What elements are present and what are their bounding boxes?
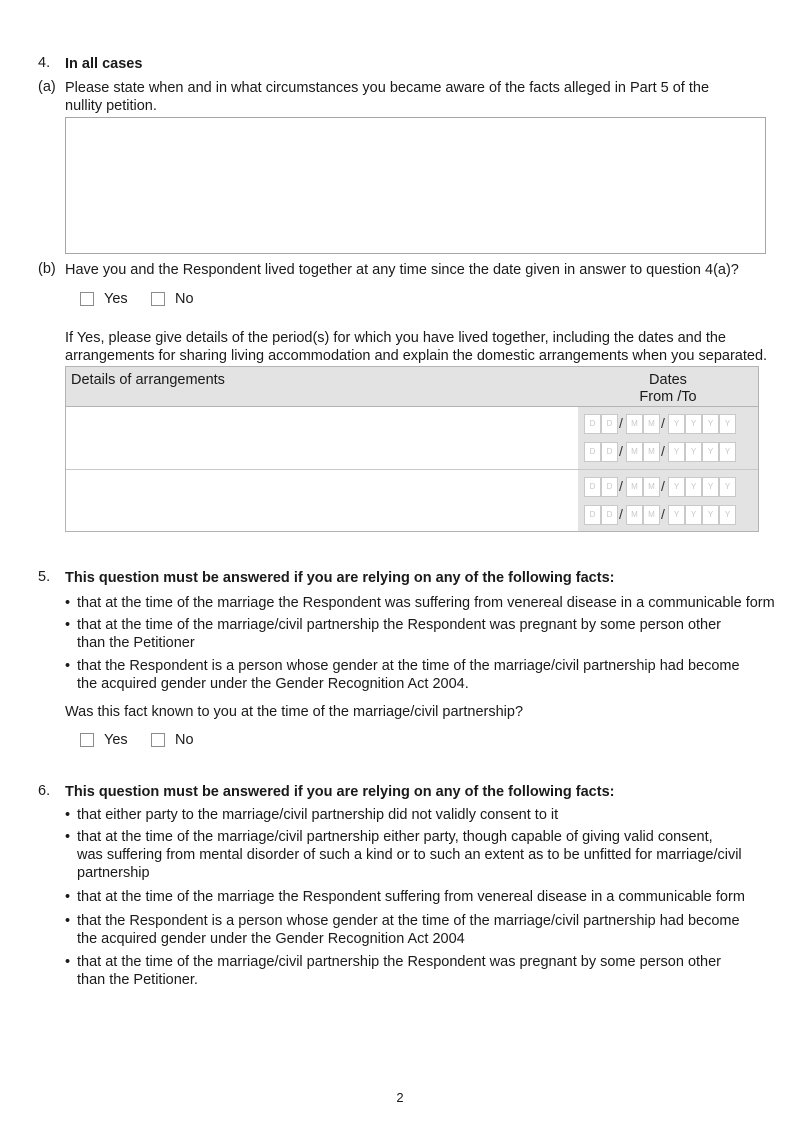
q5-yes-checkbox[interactable]: [80, 733, 94, 747]
q6-heading: This question must be answered if you are relying on any of the following facts:: [65, 784, 615, 800]
table-row: [66, 470, 758, 532]
page-number: 2: [396, 1090, 404, 1105]
q4b-label: (b): [38, 261, 56, 277]
date-digit-box[interactable]: Y: [719, 477, 736, 497]
dates-column-header: [578, 372, 758, 406]
q6-bullet-marker: •: [65, 954, 71, 970]
date-separator: /: [661, 506, 665, 522]
q4a-text-line2: nullity petition.: [65, 98, 157, 114]
date-separator: /: [619, 415, 623, 431]
date-digit-box[interactable]: Y: [668, 505, 685, 525]
date-digit-box[interactable]: M: [626, 442, 643, 462]
date-digit-box[interactable]: M: [643, 505, 660, 525]
date-digit-box[interactable]: Y: [668, 442, 685, 462]
q6-bullet-text: partnership: [77, 865, 150, 881]
q6-bullet-text: that the Respondent is a person whose gender at the time of the marriage/civil partnership had become: [77, 913, 740, 929]
table-row: [66, 407, 758, 470]
q6-bullet-text: that at the time of the marriage/civil partnership the Respondent was pregnant by some person other: [77, 954, 721, 970]
date-digit-box[interactable]: D: [584, 505, 601, 525]
q5-bullet-text: than the Petitioner: [77, 635, 195, 651]
q6-bullet-marker: •: [65, 829, 71, 845]
q5-bullet-text: that at the time of the marriage/civil partnership the Respondent was pregnant by some person other: [77, 617, 721, 633]
date-digit-box[interactable]: D: [601, 414, 618, 434]
date-digit-box[interactable]: Y: [719, 442, 736, 462]
q5-bullet-marker: •: [65, 595, 71, 611]
date-digit-box[interactable]: D: [584, 477, 601, 497]
q6-bullet-text: was suffering from mental disorder of such a kind or to such an extent as to be unfitted for marriage/civil: [77, 847, 742, 863]
date-digit-box[interactable]: M: [626, 477, 643, 497]
q4a-text-line1: Please state when and in what circumstances you became aware of the facts alleged in Part 5 of the: [65, 80, 710, 96]
date-digit-box[interactable]: Y: [702, 414, 719, 434]
date-separator: /: [661, 478, 665, 494]
date-digit-box[interactable]: Y: [702, 442, 719, 462]
date-digit-box[interactable]: D: [584, 442, 601, 462]
q5-no-label: No: [175, 732, 194, 748]
date-digit-box[interactable]: M: [643, 477, 660, 497]
table-header: [66, 367, 758, 407]
q4b-yes-label: Yes: [104, 291, 128, 307]
q6-bullet-text: than the Petitioner.: [77, 972, 198, 988]
q5-bullet-text: that at the time of the marriage the Respondent was suffering from venereal disease in a communicable form: [77, 595, 775, 611]
q4b-question: Have you and the Respondent lived together at any time since the date given in answer to question 4(a)?: [65, 262, 739, 278]
date-digit-box[interactable]: Y: [719, 505, 736, 525]
date-digit-box[interactable]: D: [601, 477, 618, 497]
date-digit-box[interactable]: M: [626, 414, 643, 434]
q5-no-checkbox[interactable]: [151, 733, 165, 747]
arrangement-details-cell[interactable]: [66, 407, 579, 469]
q5-bullet-text: that the Respondent is a person whose gender at the time of the marriage/civil partnership had become: [77, 658, 740, 674]
date-digit-box[interactable]: Y: [668, 414, 685, 434]
q4b-no-label: No: [175, 291, 194, 307]
q5-number: 5.: [38, 569, 51, 585]
q4-number: 4.: [38, 55, 51, 71]
q5-yes-label: Yes: [104, 732, 128, 748]
q4b-details-line2: arrangements for sharing living accommodation and explain the domestic arrangements when you separated.: [65, 348, 768, 364]
q5-bullet-text: the acquired gender under the Gender Recognition Act 2004.: [77, 676, 469, 692]
date-separator: /: [661, 415, 665, 431]
q4a-label: (a): [38, 79, 56, 95]
q6-number: 6.: [38, 783, 51, 799]
dates-header-line1: Dates: [649, 372, 687, 388]
date-digit-box[interactable]: Y: [702, 477, 719, 497]
date-digit-box[interactable]: Y: [668, 477, 685, 497]
dates-cell: [578, 470, 758, 531]
date-digit-box[interactable]: Y: [685, 414, 702, 434]
q5-question: Was this fact known to you at the time of the marriage/civil partnership?: [65, 704, 524, 720]
dates-header-line2: From /To: [639, 389, 697, 405]
date-digit-box[interactable]: D: [584, 414, 601, 434]
q4b-yes-checkbox[interactable]: [80, 292, 94, 306]
dates-cell: [578, 407, 758, 469]
q6-bullet-marker: •: [65, 807, 71, 823]
q5-bullet-marker: •: [65, 617, 71, 633]
arrangement-details-cell[interactable]: [66, 470, 579, 531]
date-separator: /: [619, 478, 623, 494]
q4b-no-checkbox[interactable]: [151, 292, 165, 306]
q5-bullet-marker: •: [65, 658, 71, 674]
q4a-answer-field[interactable]: [65, 117, 766, 254]
date-digit-box[interactable]: Y: [685, 442, 702, 462]
date-separator: /: [661, 443, 665, 459]
q6-bullet-text: that at the time of the marriage the Respondent suffering from venereal disease in a communicable form: [77, 889, 745, 905]
q4b-details-line1: If Yes, please give details of the period(s) for which you have lived together, including the dates and the: [65, 330, 726, 346]
q6-bullet-marker: •: [65, 889, 71, 905]
details-column-header: Details of arrangements: [71, 372, 225, 388]
date-digit-box[interactable]: Y: [685, 505, 702, 525]
q4-heading: In all cases: [65, 56, 143, 72]
date-digit-box[interactable]: D: [601, 442, 618, 462]
q5-heading: This question must be answered if you are relying on any of the following facts:: [65, 570, 615, 586]
q6-bullet-text: the acquired gender under the Gender Recognition Act 2004: [77, 931, 465, 947]
arrangements-table: [65, 366, 759, 532]
date-separator: /: [619, 443, 623, 459]
date-digit-box[interactable]: Y: [702, 505, 719, 525]
date-separator: /: [619, 506, 623, 522]
date-digit-box[interactable]: M: [643, 442, 660, 462]
date-digit-box[interactable]: M: [643, 414, 660, 434]
date-digit-box[interactable]: Y: [719, 414, 736, 434]
date-digit-box[interactable]: M: [626, 505, 643, 525]
q6-bullet-text: that either party to the marriage/civil partnership did not validly consent to it: [77, 807, 559, 823]
date-digit-box[interactable]: D: [601, 505, 618, 525]
q6-bullet-text: that at the time of the marriage/civil partnership either party, though capable of giving valid consent,: [77, 829, 713, 845]
q6-bullet-marker: •: [65, 913, 71, 929]
date-digit-box[interactable]: Y: [685, 477, 702, 497]
